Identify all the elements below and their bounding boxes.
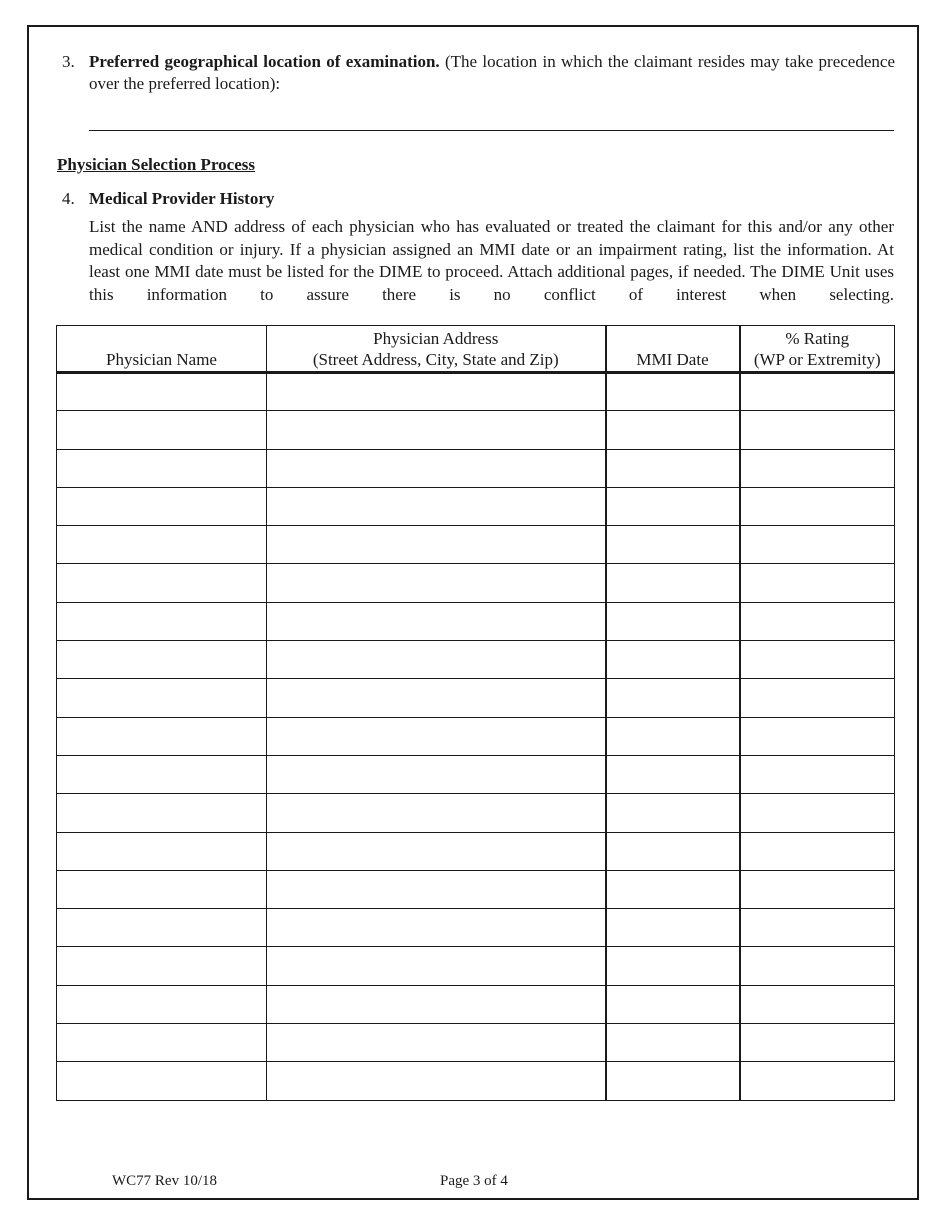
physician-address-cell[interactable] (267, 679, 606, 717)
physician-address-cell[interactable] (267, 794, 606, 832)
physician-name-cell[interactable] (57, 1024, 267, 1062)
header-address-line2: (Street Address, City, State and Zip) (312, 350, 559, 369)
header-rating-line2: (WP or Extremity) (753, 350, 881, 369)
rating-cell[interactable] (740, 373, 895, 411)
table-row (57, 985, 895, 1023)
header-mmi-date: MMI Date (606, 326, 740, 373)
footer-form-id: WC77 Rev 10/18 (112, 1173, 217, 1189)
physician-address-cell[interactable] (267, 449, 606, 487)
medical-provider-table (56, 325, 895, 1101)
header-physician-name: Physician Name (57, 326, 267, 373)
table-row (57, 526, 895, 564)
mmi-date-cell[interactable] (606, 449, 740, 487)
rating-cell[interactable] (740, 832, 895, 870)
table-row (57, 641, 895, 679)
mmi-date-cell[interactable] (606, 641, 740, 679)
mmi-date-cell[interactable] (606, 985, 740, 1023)
mmi-date-cell[interactable] (606, 947, 740, 985)
rating-cell[interactable] (740, 411, 895, 449)
physician-name-cell[interactable] (57, 411, 267, 449)
table-row (57, 679, 895, 717)
physician-name-cell[interactable] (57, 755, 267, 793)
physician-address-cell[interactable] (267, 641, 606, 679)
physician-address-cell[interactable] (267, 1062, 606, 1100)
physician-address-cell[interactable] (267, 1024, 606, 1062)
physician-address-cell[interactable] (267, 717, 606, 755)
mmi-date-cell[interactable] (606, 1062, 740, 1100)
table-row (57, 794, 895, 832)
physician-address-cell[interactable] (267, 564, 606, 602)
table-row (57, 909, 895, 947)
rating-cell[interactable] (740, 526, 895, 564)
question-3-text: (The location in which the claimant resides may take precedence over the preferred location): (89, 52, 895, 93)
physician-name-cell[interactable] (57, 526, 267, 564)
mmi-date-cell[interactable] (606, 870, 740, 908)
table-row (57, 411, 895, 449)
rating-cell[interactable] (740, 1024, 895, 1062)
question-4-title (62, 189, 274, 209)
mmi-date-cell[interactable] (606, 679, 740, 717)
question-3 (62, 51, 895, 95)
header-physician-address (267, 326, 606, 373)
mmi-date-cell[interactable] (606, 909, 740, 947)
physician-name-cell[interactable] (57, 1062, 267, 1100)
table-row (57, 564, 895, 602)
physician-address-cell[interactable] (267, 832, 606, 870)
rating-cell[interactable] (740, 564, 895, 602)
preferred-location-answer-line[interactable] (89, 130, 894, 131)
physician-address-cell[interactable] (267, 755, 606, 793)
table-row (57, 947, 895, 985)
physician-name-cell[interactable] (57, 449, 267, 487)
physician-address-cell[interactable] (267, 526, 606, 564)
mmi-date-cell[interactable] (606, 373, 740, 411)
table-row (57, 449, 895, 487)
mmi-date-cell[interactable] (606, 564, 740, 602)
mmi-date-cell[interactable] (606, 1024, 740, 1062)
table-row (57, 755, 895, 793)
physician-name-cell[interactable] (57, 564, 267, 602)
section-heading: Physician Selection Process (57, 155, 255, 174)
physician-name-cell[interactable] (57, 373, 267, 411)
rating-cell[interactable] (740, 755, 895, 793)
physician-name-cell[interactable] (57, 947, 267, 985)
rating-cell[interactable] (740, 717, 895, 755)
physician-address-cell[interactable] (267, 947, 606, 985)
physician-name-cell[interactable] (57, 487, 267, 525)
question-3-number: 3. (62, 52, 75, 71)
mmi-date-cell[interactable] (606, 526, 740, 564)
table-row (57, 717, 895, 755)
question-4-label: Medical Provider History (89, 189, 275, 208)
header-rating (740, 326, 895, 373)
mmi-date-cell[interactable] (606, 717, 740, 755)
rating-cell[interactable] (740, 870, 895, 908)
footer-page-number: Page 3 of 4 (440, 1173, 508, 1189)
physician-address-cell[interactable] (267, 985, 606, 1023)
physician-name-cell[interactable] (57, 679, 267, 717)
question-4-instructions: List the name AND address of each physician who has evaluated or treated the claimant for this and/or any other medical condition or injury. If a physician assigned an MMI date or an impairment rating, list the information. At least one MMI date must be listed for the DIME to proceed. Attach additional pages, if needed. The DIME Unit uses this information to assure there is no conflict of interest when selecting. (89, 217, 894, 304)
mmi-date-cell[interactable] (606, 832, 740, 870)
rating-cell[interactable] (740, 679, 895, 717)
table-row (57, 832, 895, 870)
rating-cell[interactable] (740, 487, 895, 525)
mmi-date-cell[interactable] (606, 411, 740, 449)
rating-cell[interactable] (740, 641, 895, 679)
table-row (57, 602, 895, 640)
physician-address-cell[interactable] (267, 909, 606, 947)
physician-address-cell[interactable] (267, 487, 606, 525)
physician-name-cell[interactable] (57, 641, 267, 679)
rating-cell[interactable] (740, 449, 895, 487)
physician-name-cell[interactable] (57, 985, 267, 1023)
header-rating-line1: % Rating (785, 329, 850, 348)
question-3-label: Preferred geographical location of examination. (89, 52, 440, 71)
physician-address-cell[interactable] (267, 870, 606, 908)
question-4-number: 4. (62, 189, 75, 208)
rating-cell[interactable] (740, 947, 895, 985)
rating-cell[interactable] (740, 794, 895, 832)
table-row (57, 870, 895, 908)
physician-name-cell[interactable] (57, 602, 267, 640)
header-address-line1: Physician Address (373, 329, 499, 348)
physician-name-cell[interactable] (57, 717, 267, 755)
mmi-date-cell[interactable] (606, 794, 740, 832)
rating-cell[interactable] (740, 985, 895, 1023)
table-row (57, 487, 895, 525)
table-row (57, 373, 895, 411)
physician-address-cell[interactable] (267, 373, 606, 411)
physician-name-cell[interactable] (57, 794, 267, 832)
rating-cell[interactable] (740, 909, 895, 947)
rating-cell[interactable] (740, 1062, 895, 1100)
mmi-date-cell[interactable] (606, 602, 740, 640)
table-row (57, 1062, 895, 1100)
physician-address-cell[interactable] (267, 411, 606, 449)
table-header-row (57, 326, 895, 373)
physician-name-cell[interactable] (57, 870, 267, 908)
physician-name-cell[interactable] (57, 909, 267, 947)
mmi-date-cell[interactable] (606, 755, 740, 793)
physician-address-cell[interactable] (267, 602, 606, 640)
rating-cell[interactable] (740, 602, 895, 640)
mmi-date-cell[interactable] (606, 487, 740, 525)
table-row (57, 1024, 895, 1062)
physician-name-cell[interactable] (57, 832, 267, 870)
